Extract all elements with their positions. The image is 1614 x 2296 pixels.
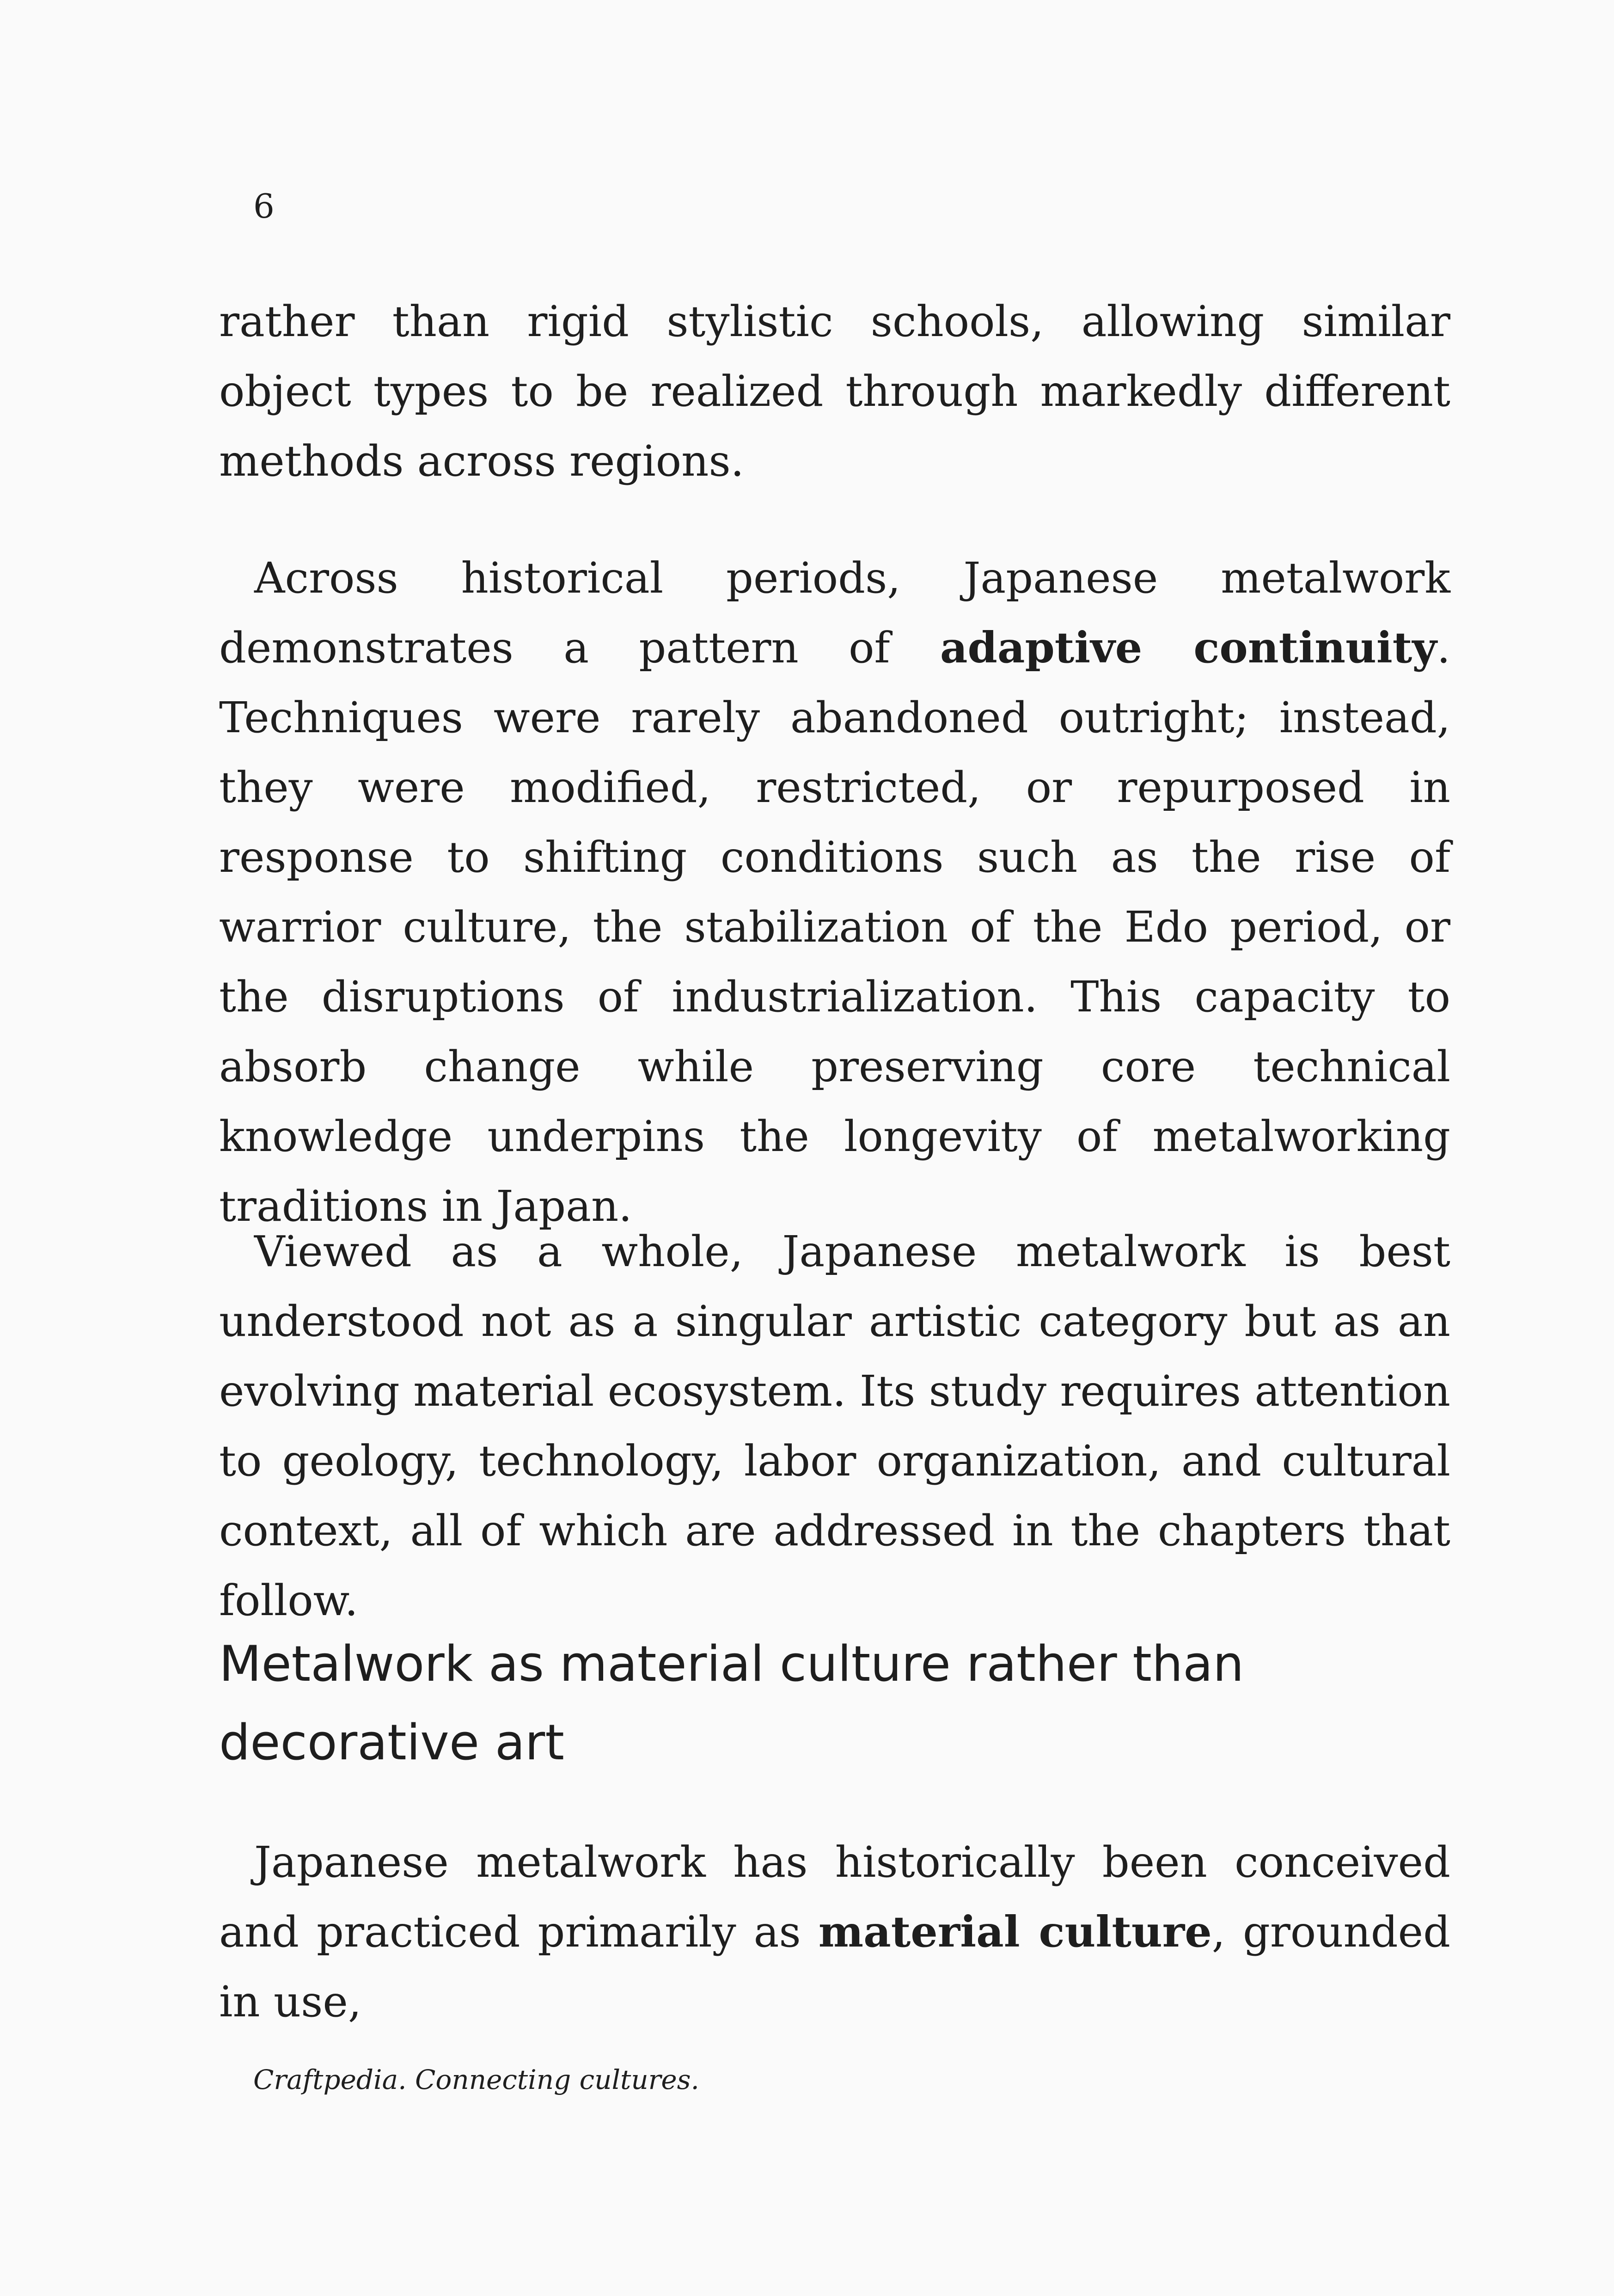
paragraph-material-culture	[219, 1827, 1450, 2037]
paragraph-text: , grounded in use,	[219, 1907, 1450, 2027]
paragraph-text: Across historical periods, Japanese metalwork demonstrates a pattern of	[219, 553, 1450, 673]
bold-term: material culture	[818, 1907, 1212, 1957]
paragraph-adaptive-continuity	[219, 543, 1450, 1241]
paragraph-continuation: rather than rigid stylistic schools, allowing similar object types to be realized through markedly different methods across regions.	[219, 297, 1450, 486]
page-number: 6	[253, 187, 275, 226]
paragraph-text: . Techniques were rarely abandoned outright; instead, they were modified, restricted, or repurposed in response to shifting conditions such as the rise of warrior culture, the stabilization of the Edo period, or the disruptions of industrialization. This capacity to absorb change while preserving core technical knowledge underpins the longevity of metalworking traditions in Japan.	[219, 623, 1450, 1231]
paragraph-text: Japanese metalwork has historically been conceived and practiced primarily as	[219, 1837, 1450, 1957]
paragraph-summary: Viewed as a whole, Japanese metalwork is best understood not as a singular artistic category but as an evolving material ecosystem. Its study requires attention to geology, technology, labor organization, and cultural context, all of which are addressed in the chapters that follow.	[219, 1227, 1450, 1625]
bold-term: adaptive continuity	[940, 623, 1437, 673]
page-footer: Craftpedia. Connecting cultures.	[253, 2064, 699, 2095]
section-heading: Metalwork as material culture rather than decorative art	[219, 1635, 1244, 1771]
